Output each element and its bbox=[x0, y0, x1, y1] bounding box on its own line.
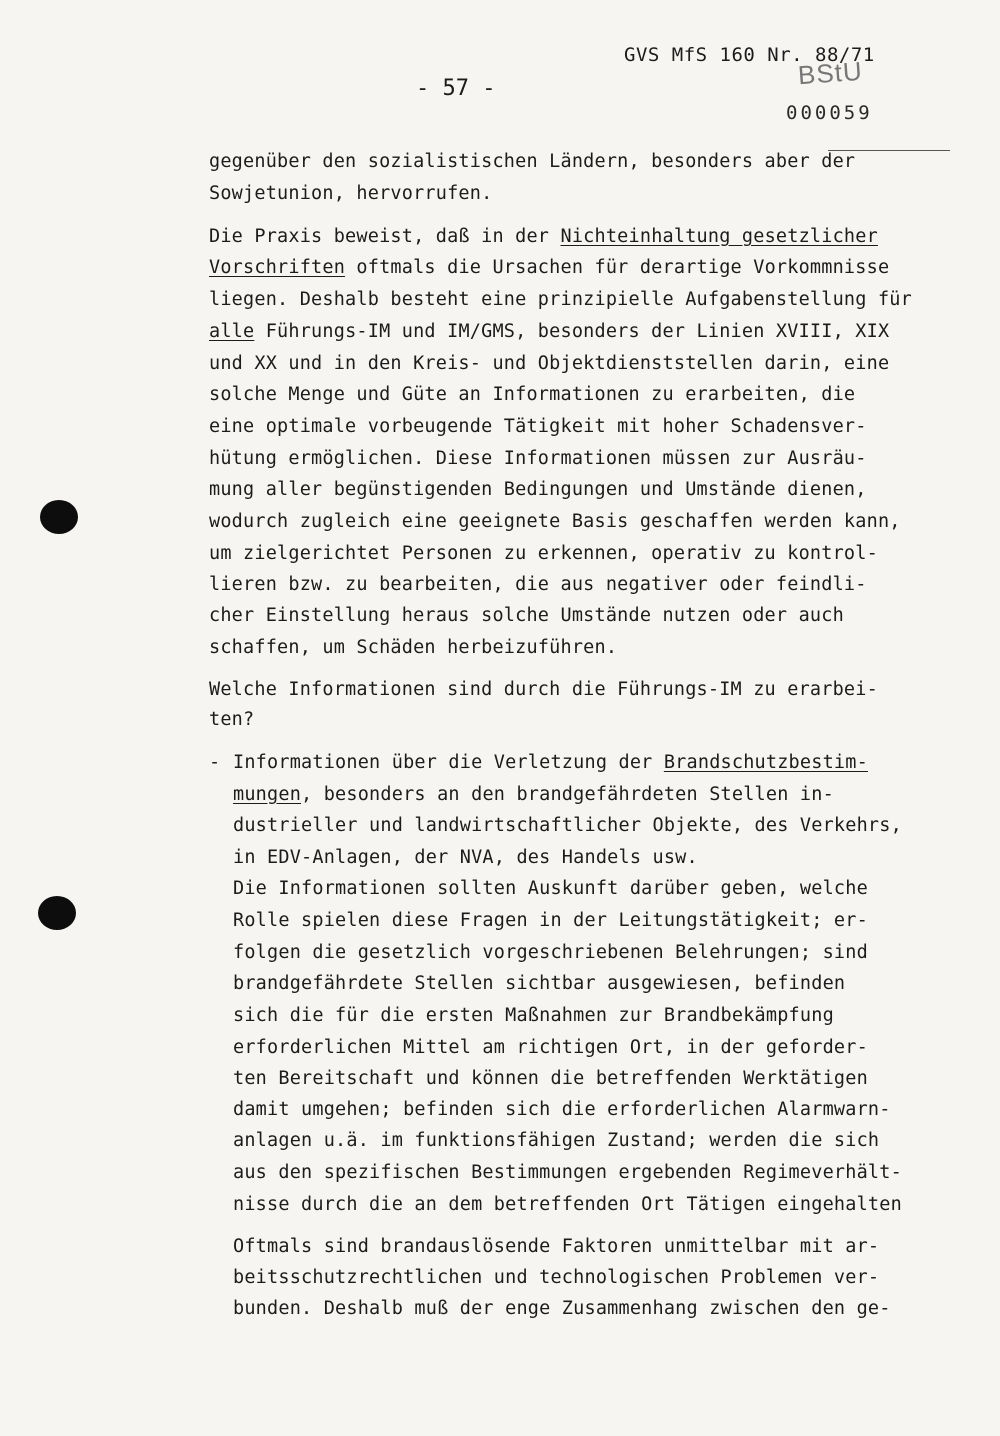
text-line: um zielgerichtet Personen zu erkennen, operativ zu kontrol- bbox=[209, 543, 878, 564]
text-line: in EDV-Anlagen, der NVA, des Handels usw. bbox=[233, 847, 698, 868]
text-line: erforderlichen Mittel am richtigen Ort, in der geforder- bbox=[233, 1037, 868, 1058]
text-line: aus den spezifischen Bestimmungen ergebenden Regimeverhält- bbox=[233, 1162, 902, 1183]
text-line: gegenüber den sozialistischen Ländern, besonders aber der bbox=[209, 151, 856, 172]
text-line: solche Menge und Güte an Informationen zu erarbeiten, die bbox=[209, 384, 856, 405]
text-line: folgen die gesetzlich vorgeschriebenen Belehrungen; sind bbox=[233, 942, 868, 963]
text-run: Die Praxis beweist, daß in der bbox=[209, 226, 561, 247]
text-line: damit umgehen; befinden sich die erforderlichen Alarmwarn- bbox=[233, 1099, 891, 1120]
underlined-phrase: Vorschriften bbox=[209, 257, 346, 278]
document-reference: GVS MfS 160 Nr. 88/71 bbox=[624, 44, 875, 66]
underlined-phrase: mungen bbox=[233, 784, 302, 805]
text-line: sich die für die ersten Maßnahmen zur Brandbekämpfung bbox=[233, 1005, 834, 1026]
text-line: anlagen u.ä. im funktionsfähigen Zustand; werden die sich bbox=[233, 1130, 880, 1151]
text-line bbox=[233, 784, 834, 806]
text-line: ten? bbox=[209, 709, 255, 730]
text-line: Rolle spielen diese Fragen in der Leitungstätigkeit; er- bbox=[233, 910, 868, 931]
text-run: Informationen über die Verletzung der bbox=[233, 752, 664, 773]
text-line bbox=[209, 257, 889, 279]
punch-hole bbox=[40, 500, 78, 534]
text-line: ten Bereitschaft und können die betreffenden Werktätigen bbox=[233, 1068, 868, 1089]
text-line: Sowjetunion, hervorrufen. bbox=[209, 183, 493, 204]
text-line: Welche Informationen sind durch die Führungs-IM zu erarbei- bbox=[209, 679, 878, 700]
underlined-phrase: Nichteinhaltung gesetzlicher bbox=[560, 226, 878, 247]
page-number: - 57 - bbox=[416, 76, 496, 101]
text-line: beitsschutzrechtlichen und technologischen Problemen ver- bbox=[233, 1267, 880, 1288]
underlined-phrase: Brandschutzbestim- bbox=[663, 752, 868, 773]
text-line: lieren bzw. zu bearbeiten, die aus negativer oder feindli- bbox=[209, 574, 867, 595]
text-line: schaffen, um Schäden herbeizuführen. bbox=[209, 637, 618, 658]
text-line: brandgefährdete Stellen sichtbar ausgewiesen, befinden bbox=[233, 973, 846, 994]
text-line: bunden. Deshalb muß der enge Zusammenhang zwischen den ge- bbox=[233, 1298, 891, 1319]
archive-number: 000059 bbox=[786, 102, 873, 124]
text-line: liegen. Deshalb besteht eine prinzipielle Aufgabenstellung für bbox=[209, 289, 912, 310]
text-run: Führungs-IM und IM/GMS, besonders der Linien XVIII, XIX bbox=[254, 321, 890, 342]
text-line: und XX und in den Kreis- und Objektdienststellen darin, eine bbox=[209, 353, 890, 374]
text-line: dustrieller und landwirtschaftlicher Objekte, des Verkehrs, bbox=[233, 815, 902, 836]
text-line: Die Informationen sollten Auskunft darüber geben, welche bbox=[233, 878, 868, 899]
text-line: nisse durch die an dem betreffenden Ort Tätigen eingehalten bbox=[233, 1194, 902, 1215]
text-line: eine optimale vorbeugende Tätigkeit mit hoher Schadensver- bbox=[209, 416, 867, 437]
punch-hole bbox=[38, 896, 76, 930]
text-line: wodurch zugleich eine geeignete Basis geschaffen werden kann, bbox=[209, 511, 901, 532]
archive-stamp: BStU bbox=[796, 55, 864, 91]
text-line: cher Einstellung heraus solche Umstände nutzen oder auch bbox=[209, 605, 844, 626]
text-line: Oftmals sind brandauslösende Faktoren unmittelbar mit ar- bbox=[233, 1236, 880, 1257]
bullet-dash: - bbox=[209, 752, 221, 773]
text-line bbox=[233, 752, 868, 774]
text-line: mung aller begünstigenden Bedingungen und Umstände dienen, bbox=[209, 479, 867, 500]
text-line: hütung ermöglichen. Diese Informationen müssen zur Ausräu- bbox=[209, 448, 867, 469]
text-line bbox=[209, 321, 889, 343]
underlined-phrase: alle bbox=[209, 321, 255, 342]
text-line bbox=[209, 226, 878, 248]
text-run: oftmals die Ursachen für derartige Vorkommnisse bbox=[345, 257, 890, 278]
text-run: , besonders an den brandgefährdeten Stellen in- bbox=[301, 784, 834, 805]
